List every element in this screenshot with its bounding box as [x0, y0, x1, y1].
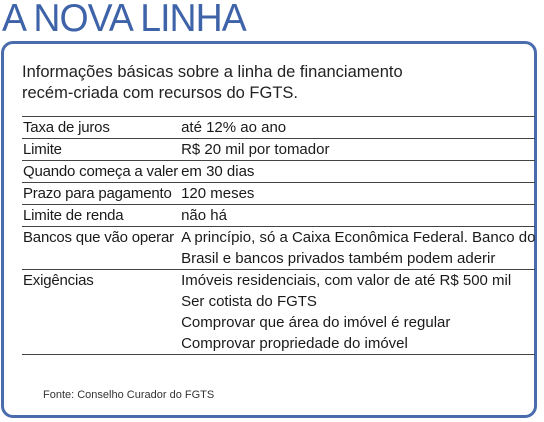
row-value-line: Imóveis residenciais, com valor de até R$ 500 mil — [181, 272, 512, 289]
row-value — [178, 183, 535, 205]
row-value-line: A princípio, só a Caixa Econômica Federal. Banco do — [181, 229, 536, 246]
row-label: Quando começa a valer — [22, 161, 178, 183]
table-row — [22, 227, 535, 270]
row-label: Bancos que vão operar — [22, 227, 178, 270]
row-value — [178, 227, 535, 270]
row-label: Taxa de juros — [22, 117, 178, 139]
row-label: Prazo para pagamento — [22, 183, 178, 205]
table-row — [22, 205, 535, 227]
table-row — [22, 117, 535, 139]
info-table — [22, 116, 535, 355]
intro-text — [22, 62, 482, 104]
row-value-line: Ser cotista do FGTS — [181, 293, 317, 310]
row-value-line: não há — [181, 207, 227, 224]
row-label: Exigências — [22, 270, 178, 355]
intro-line: Informações básicas sobre a linha de financiamento — [22, 63, 403, 81]
source-note: Fonte: Conselho Curador do FGTS — [43, 389, 215, 401]
row-value — [178, 161, 535, 183]
row-value-line: Comprovar propriedade do imóvel — [181, 335, 408, 352]
infographic-title: A NOVA LINHA — [2, 0, 246, 40]
table-row — [22, 161, 535, 183]
table-row — [22, 270, 535, 355]
info-panel — [1, 41, 537, 418]
row-value-line: Comprovar que área do imóvel é regular — [181, 314, 451, 331]
row-value-line: 120 meses — [181, 185, 255, 202]
row-value — [178, 117, 535, 139]
row-label: Limite de renda — [22, 205, 178, 227]
row-value — [178, 205, 535, 227]
row-value-line: até 12% ao ano — [181, 119, 287, 136]
row-value — [178, 139, 535, 161]
row-value — [178, 270, 535, 355]
intro-line: recém-criada com recursos do FGTS. — [22, 84, 298, 102]
row-value-line: R$ 20 mil por tomador — [181, 141, 330, 158]
table-row — [22, 139, 535, 161]
row-value-line: Brasil e bancos privados também podem aderir — [181, 250, 496, 267]
table-row — [22, 183, 535, 205]
row-value-line: em 30 dias — [181, 163, 255, 180]
row-label: Limite — [22, 139, 178, 161]
